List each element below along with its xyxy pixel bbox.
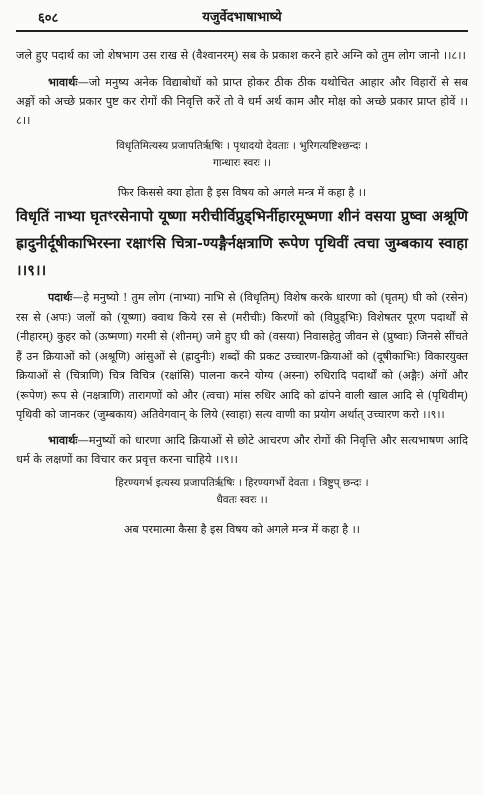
swara-line-10: धैवतः स्वरः ।। [216,493,268,506]
mantra-intro-10: अब परमात्मा कैसा है इस विषय को अगले मन्त्र में कहा है ।। [124,522,360,536]
page-number: ६०८ [38,11,59,26]
rishi-line-10: हिरण्यगर्भ इत्यस्य प्रजापतिर्ऋषिः । हिरण्यगर्भो देवता । त्रिष्टुप् छन्दः । [115,476,369,489]
bhavartha-label: भावार्थः [48,432,78,447]
padartha-text: —हे मनुष्यो ! तुम लोग (नाभ्या) नाभि से (विधृतिम्) विशेष करके धारणा को (घृतम्) घी को (रसेन) रस से (अपः) जलों को (यूष्णा) क्वाथ किये रस से (मरीचीः) किरणों को (विप्रुड्भिः) विशेषतर पूरण पदार्थों से (नीहारम्) कुहर को (ऊष्मणा) गरमी से (शीनम्) जमे हुए घी को (वसया) निवासहेतु जीवन से (प्रुष्वाः) जिनसे सींचते हैं उन क्रियाओं को (अश्रूणि) आंसुओं से (ह्रादुनीः) शब्दों की प्रकट उच्चारण-क्रियाओं को (दूषीकाभिः) विकारयुक्त क्रियाओं से (चित्राणि) चित्र विचित्र (रक्षांसि) पालना करने योग्य (अस्ना) रुधिरादि पदार्थों को (अङ्गैः) अंगों और (रूपेण) रूप से (नक्षत्राणि) तारागणों को और (त्वचा) मांस रुधिर आदि को ढांपने वाली खाल आदि से (पृथिवीम्) पृथिवी को जानकर (जुम्बकाय) अतिवेगवान् के लिये (स्वाहा) सत्य वाणी का प्रयोग अर्थात् उच्चारण करो ।।९।। [16,291,468,421]
bhavartha-label: भावार्थः [48,75,78,89]
bhavartha-text: —मनुष्यों को धारणा आदि क्रियाओं से छोटे आचरण और रोगों की निवृत्ति और सत्यभाषण आदि धर्म के लक्षणों का विचार कर प्रवृत्त करना चाहिये ।।९।। [16,433,468,466]
bhavartha-9 [16,431,468,469]
bhavartha-8 [16,73,468,130]
rishi-line-9: विधृतिमित्यस्य प्रजापतिर्ऋषिः । पृथादयो देवताः । भुरिगत्यष्टिश्छन्दः । [116,140,368,152]
swara-line-9: गान्धारः स्वरः ।। [212,157,272,169]
previous-verse-ending: जले हुए पदार्थ का जो शेषभाग उस राख से (वैश्वानरम्) सब के प्रकाश करने हारे अग्नि को तुम लोग जानो ।।८।। [16,49,466,62]
page-header [16,0,468,30]
padartha-9 [16,288,468,425]
mantra-intro-9: फिर किससे क्या होता है इस विषय को अगले मन्त्र में कहा है ।। [117,186,367,199]
running-title: यजुर्वेदभाषाभाष्ये [202,10,282,25]
padartha-label: पदार्थः [48,291,73,304]
bhavartha-text: —जो मनुष्य अनेक विद्याबोधों को प्राप्त होकर ठीक ठीक यथोचित आहार और विहारों से सब अङ्गों को अच्छे प्रकार पुष्ट कर रोगों की निवृत्ति करें तो वे धर्म अर्थ काम और मोक्ष को अच्छे प्रकार प्राप्त होवें ।।८।। [16,76,468,127]
header-rule [16,30,468,32]
mantra-9: विधृतिं नाभ्या घृतꣳरसेनापो यूष्णा मरीचीर्विप्रुड्भिर्नीहारमूष्मणा शीनं वसया प्रुष्वा अश्रूणि ह्रादुनीर्दूषीकाभिरस्ना रक्षाꣳसि चित्रा-ण्यङ्गैर्नक्षत्राणि रूपेण पृथिवीं त्वचा जुम्बकाय स्वाहा ।।९।। [16,208,468,279]
